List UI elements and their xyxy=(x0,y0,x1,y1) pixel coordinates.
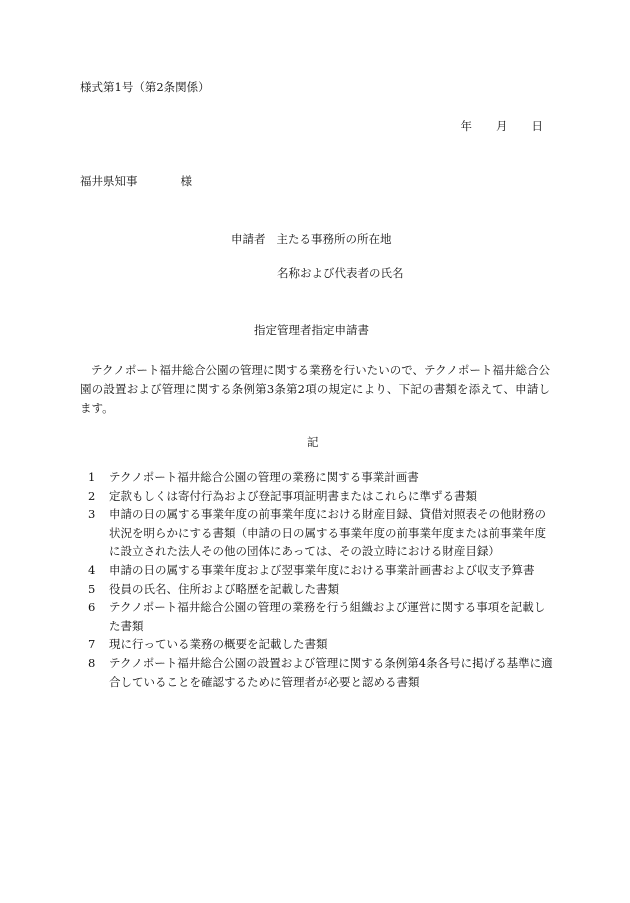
item-text: 役員の氏名、住所および略歴を記載した書類 xyxy=(109,581,339,596)
date-line xyxy=(461,121,544,133)
item-number: 2 xyxy=(88,488,96,503)
item-text: テクノポート福井総合公園の管理の業務を行う組織および運営に関する事項を記載した書類 xyxy=(109,600,546,633)
item-text: テクノポート福井総合公園の設置および管理に関する条例第4条各号に掲げる基準に適合していることを確認するために管理者が必要と認める書類 xyxy=(109,655,553,689)
item-number: 6 xyxy=(88,600,96,615)
applicant-address-label: 主たる事務所の所在地 xyxy=(276,232,392,246)
list-item xyxy=(88,561,553,580)
list-item xyxy=(88,468,553,487)
list-item xyxy=(88,505,553,561)
document-body: テクノポート福井総合公園の管理に関する業務を行いたいので、テクノポート福井総合公園の設置および管理に関する条例第3条第2項の規定により、下記の書類を添えて、申請します。 xyxy=(80,363,550,415)
item-text: 申請の日の属する事業年度の前事業年度における財産目録、貸借対照表その他財務の状況を明らかにする書類（申請の日の属する事業年度の前事業年度または前事業年度に設立された法人その他の団体にあっては、その設立時における財産目録） xyxy=(109,507,546,559)
list-item xyxy=(88,487,553,506)
item-text: 申請の日の属する事業年度および翌事業年度における事業計画書および収支予算書 xyxy=(109,562,535,577)
attachment-list xyxy=(88,468,553,691)
applicant-label: 申請者 xyxy=(231,232,266,246)
date-day-label: 日 xyxy=(531,119,543,133)
ki-heading: 記 xyxy=(307,435,319,449)
item-text: 現に行っている業務の概要を記載した書類 xyxy=(109,637,328,652)
addressee-honorific: 様 xyxy=(180,174,192,188)
addressee-line xyxy=(80,176,192,188)
item-number: 5 xyxy=(88,581,96,596)
applicant-address-line xyxy=(231,234,392,246)
applicant-name-label: 名称および代表者の氏名 xyxy=(277,266,404,280)
list-item xyxy=(88,580,553,599)
date-year-label: 年 xyxy=(460,119,472,133)
item-number: 3 xyxy=(88,507,96,522)
date-month-label: 月 xyxy=(496,119,508,133)
list-item xyxy=(88,654,553,691)
document-title: 指定管理者指定申請書 xyxy=(254,323,369,337)
item-number: 4 xyxy=(88,562,96,577)
addressee-name: 福井県知事 xyxy=(80,174,138,188)
list-item xyxy=(88,598,553,635)
item-text: テクノポート福井総合公園の管理の業務に関する事業計画書 xyxy=(109,470,419,484)
item-number: 8 xyxy=(88,655,96,670)
item-number: 7 xyxy=(88,637,96,652)
list-item xyxy=(88,635,553,654)
item-number: 1 xyxy=(88,470,96,484)
item-text: 定款もしくは寄付行為および登記事項証明書またはこれらに準ずる書類 xyxy=(109,488,477,503)
form-label: 様式第1号（第2条関係） xyxy=(80,80,210,94)
